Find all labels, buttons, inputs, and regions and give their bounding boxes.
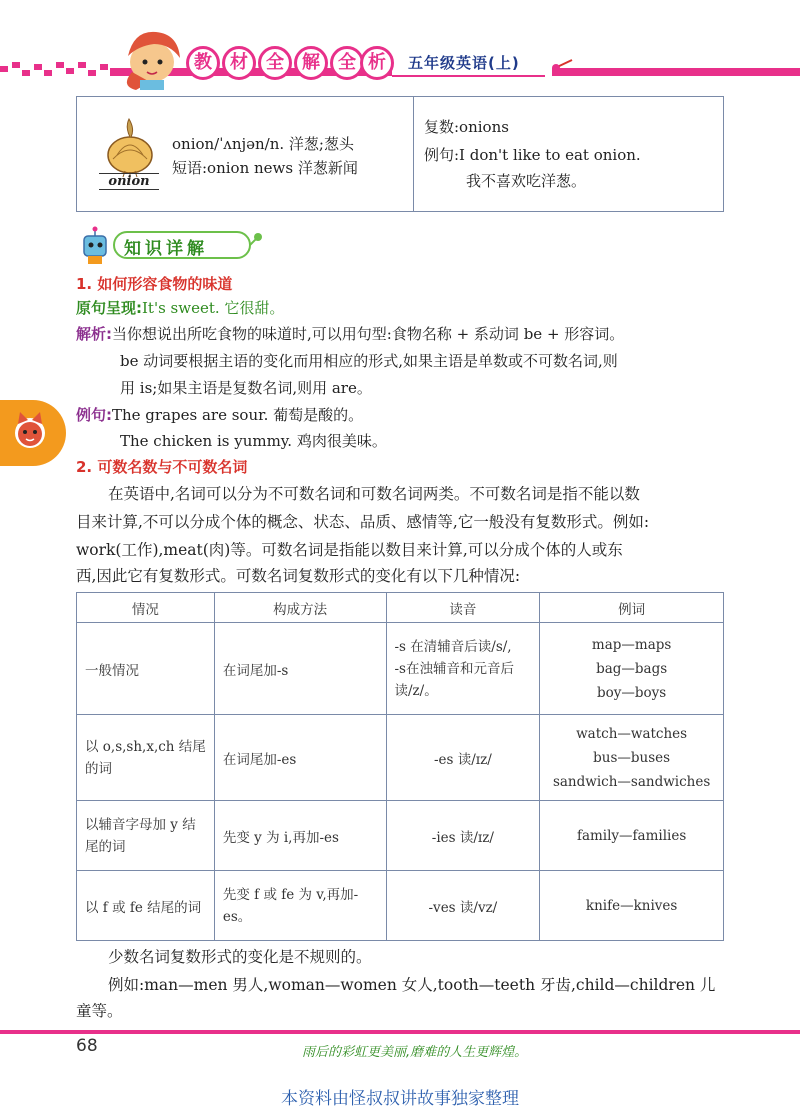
row3-pronunciation: -ies 读/ɪz/	[386, 801, 540, 871]
vocab-example-cn: 我不喜欢吃洋葱。	[466, 172, 587, 190]
analysis-text-3: 用 is;如果主语是复数名词,则用 are。	[120, 379, 372, 397]
title-char-6: 析	[360, 46, 394, 80]
vocab-example-en: 例句:I don't like to eat onion.	[424, 146, 641, 164]
closing-line-3: 童等。	[76, 1002, 123, 1020]
row2-example-2: bus—buses	[593, 749, 671, 766]
para-line-3: work(工作),meat(肉)等。可数名词是指能以数目来计算,可以分成个体的人或东	[76, 541, 623, 559]
table-row	[77, 871, 724, 941]
row2-example-1: watch—watches	[576, 725, 688, 742]
para-line-1: 在英语中,名词可以分为不可数名词和可数名词两类。不可数名词是指不能以数	[108, 485, 640, 503]
header-pronunciation: 读音	[386, 593, 540, 623]
section2-heading: 2. 可数名数与不可数名词	[76, 458, 248, 476]
analysis-text-1: 当你想说出所吃食物的味道时,可以用句型:食物名称 + 系动词 be + 形容词。	[112, 325, 625, 343]
row4-example-1: knife—knives	[540, 871, 724, 941]
fox-mascot-icon	[0, 400, 66, 466]
closing-line-2: 例如:man—men 男人,woman—women 女人,tooth—teeth 牙齿,child—children 儿	[108, 976, 716, 994]
checker-strip	[0, 62, 108, 76]
original-label: 原句呈现:	[76, 299, 142, 317]
table-row	[77, 801, 724, 871]
example-text-1: The grapes are sour. 葡萄是酸的。	[112, 406, 364, 424]
row2-examples	[540, 715, 724, 801]
robot-mascot-icon	[84, 227, 106, 265]
row2-pronunciation: -es 读/ɪz/	[386, 715, 540, 801]
title-char-4: 解	[294, 46, 328, 80]
original-sentence-line	[76, 296, 284, 320]
row1-pron-3: 读/z/。	[394, 682, 438, 699]
analysis-text-2: be 动词要根据主语的变化而用相应的形式,如果主语是单数或不可数名词,则	[120, 352, 618, 370]
header-situation: 情况	[77, 593, 215, 623]
example-label: 例句:	[76, 406, 112, 424]
row2-method: 在词尾加-es	[214, 715, 386, 801]
vocab-right-cell	[414, 97, 723, 211]
vocab-left-cell	[77, 97, 414, 211]
title-char-1: 教	[186, 46, 220, 80]
row1-pronunciation	[386, 623, 540, 715]
row1-pron-2: -s在浊辅音和元音后	[394, 660, 514, 677]
vocab-phrase: 短语:onion news 洋葱新闻	[172, 159, 358, 177]
analysis-label: 解析:	[76, 325, 112, 343]
row2-situation: 以 o,s,sh,x,ch 结尾的词	[77, 715, 215, 801]
header-decoration	[0, 0, 800, 90]
side-tab	[0, 400, 66, 466]
row1-pron-1: -s 在清辅音后读/s/,	[394, 638, 512, 655]
title-char-3: 全	[258, 46, 292, 80]
para-line-4: 西,因此它有复数形式。可数名词复数形式的变化有以下几种情况:	[76, 567, 521, 585]
vocab-box	[76, 96, 724, 212]
row1-method: 在词尾加-s	[214, 623, 386, 715]
footer-bar	[0, 1030, 800, 1034]
header-examples: 例词	[540, 593, 724, 623]
page-number: 68	[76, 1036, 98, 1056]
example-line-1	[76, 403, 363, 427]
example-text-2: The chicken is yummy. 鸡肉很美味。	[120, 432, 387, 450]
title-char-2: 材	[222, 46, 256, 80]
vocab-plural: 复数:onions	[424, 118, 509, 136]
onion-caption: onion	[99, 173, 159, 190]
row3-situation: 以辅音字母加 y 结尾的词	[77, 801, 215, 871]
table-row	[77, 623, 724, 715]
title-char-5: 全	[330, 46, 364, 80]
row1-example-3: boy—boys	[597, 684, 667, 701]
table-header-row	[77, 593, 724, 623]
analysis-line-1	[76, 322, 624, 346]
section1-heading: 1. 如何形容食物的味道	[76, 275, 233, 293]
plural-rules-table	[76, 592, 724, 941]
row3-method: 先变 y 为 i,再加-es	[214, 801, 386, 871]
row4-method: 先变 f 或 fe 为 v,再加-es。	[214, 871, 386, 941]
grade-label: 五年级英语(上)	[408, 54, 520, 72]
row3-example-1: family—families	[540, 801, 724, 871]
row4-pronunciation: -ves 读/vz/	[386, 871, 540, 941]
original-text: It's sweet. 它很甜。	[142, 299, 285, 317]
row1-situation: 一般情况	[77, 623, 215, 715]
row1-example-1: map—maps	[591, 636, 672, 653]
knowledge-heading	[76, 226, 266, 266]
table-row	[77, 715, 724, 801]
footer-credit: 本资料由怪叔叔讲故事独家整理	[281, 1089, 519, 1109]
row1-example-2: bag—bags	[596, 660, 668, 677]
row4-situation: 以 f 或 fe 结尾的词	[77, 871, 215, 941]
footer-motto: 雨后的彩虹更美丽,磨难的人生更辉煌。	[302, 1045, 528, 1060]
page-header	[0, 0, 800, 90]
row1-examples	[540, 623, 724, 715]
para-line-2: 目来计算,不可以分成个体的概念、状态、品质、感情等,它一般没有复数形式。例如:	[76, 513, 650, 531]
girl-mascot-icon	[127, 32, 180, 90]
header-method: 构成方法	[214, 593, 386, 623]
closing-line-1: 少数名词复数形式的变化是不规则的。	[108, 948, 372, 966]
knowledge-title: 知识详解	[124, 239, 208, 259]
vocab-entry: onion/ˈʌnjən/n. 洋葱;葱头	[172, 135, 354, 153]
row2-example-3: sandwich—sandwiches	[552, 773, 711, 790]
